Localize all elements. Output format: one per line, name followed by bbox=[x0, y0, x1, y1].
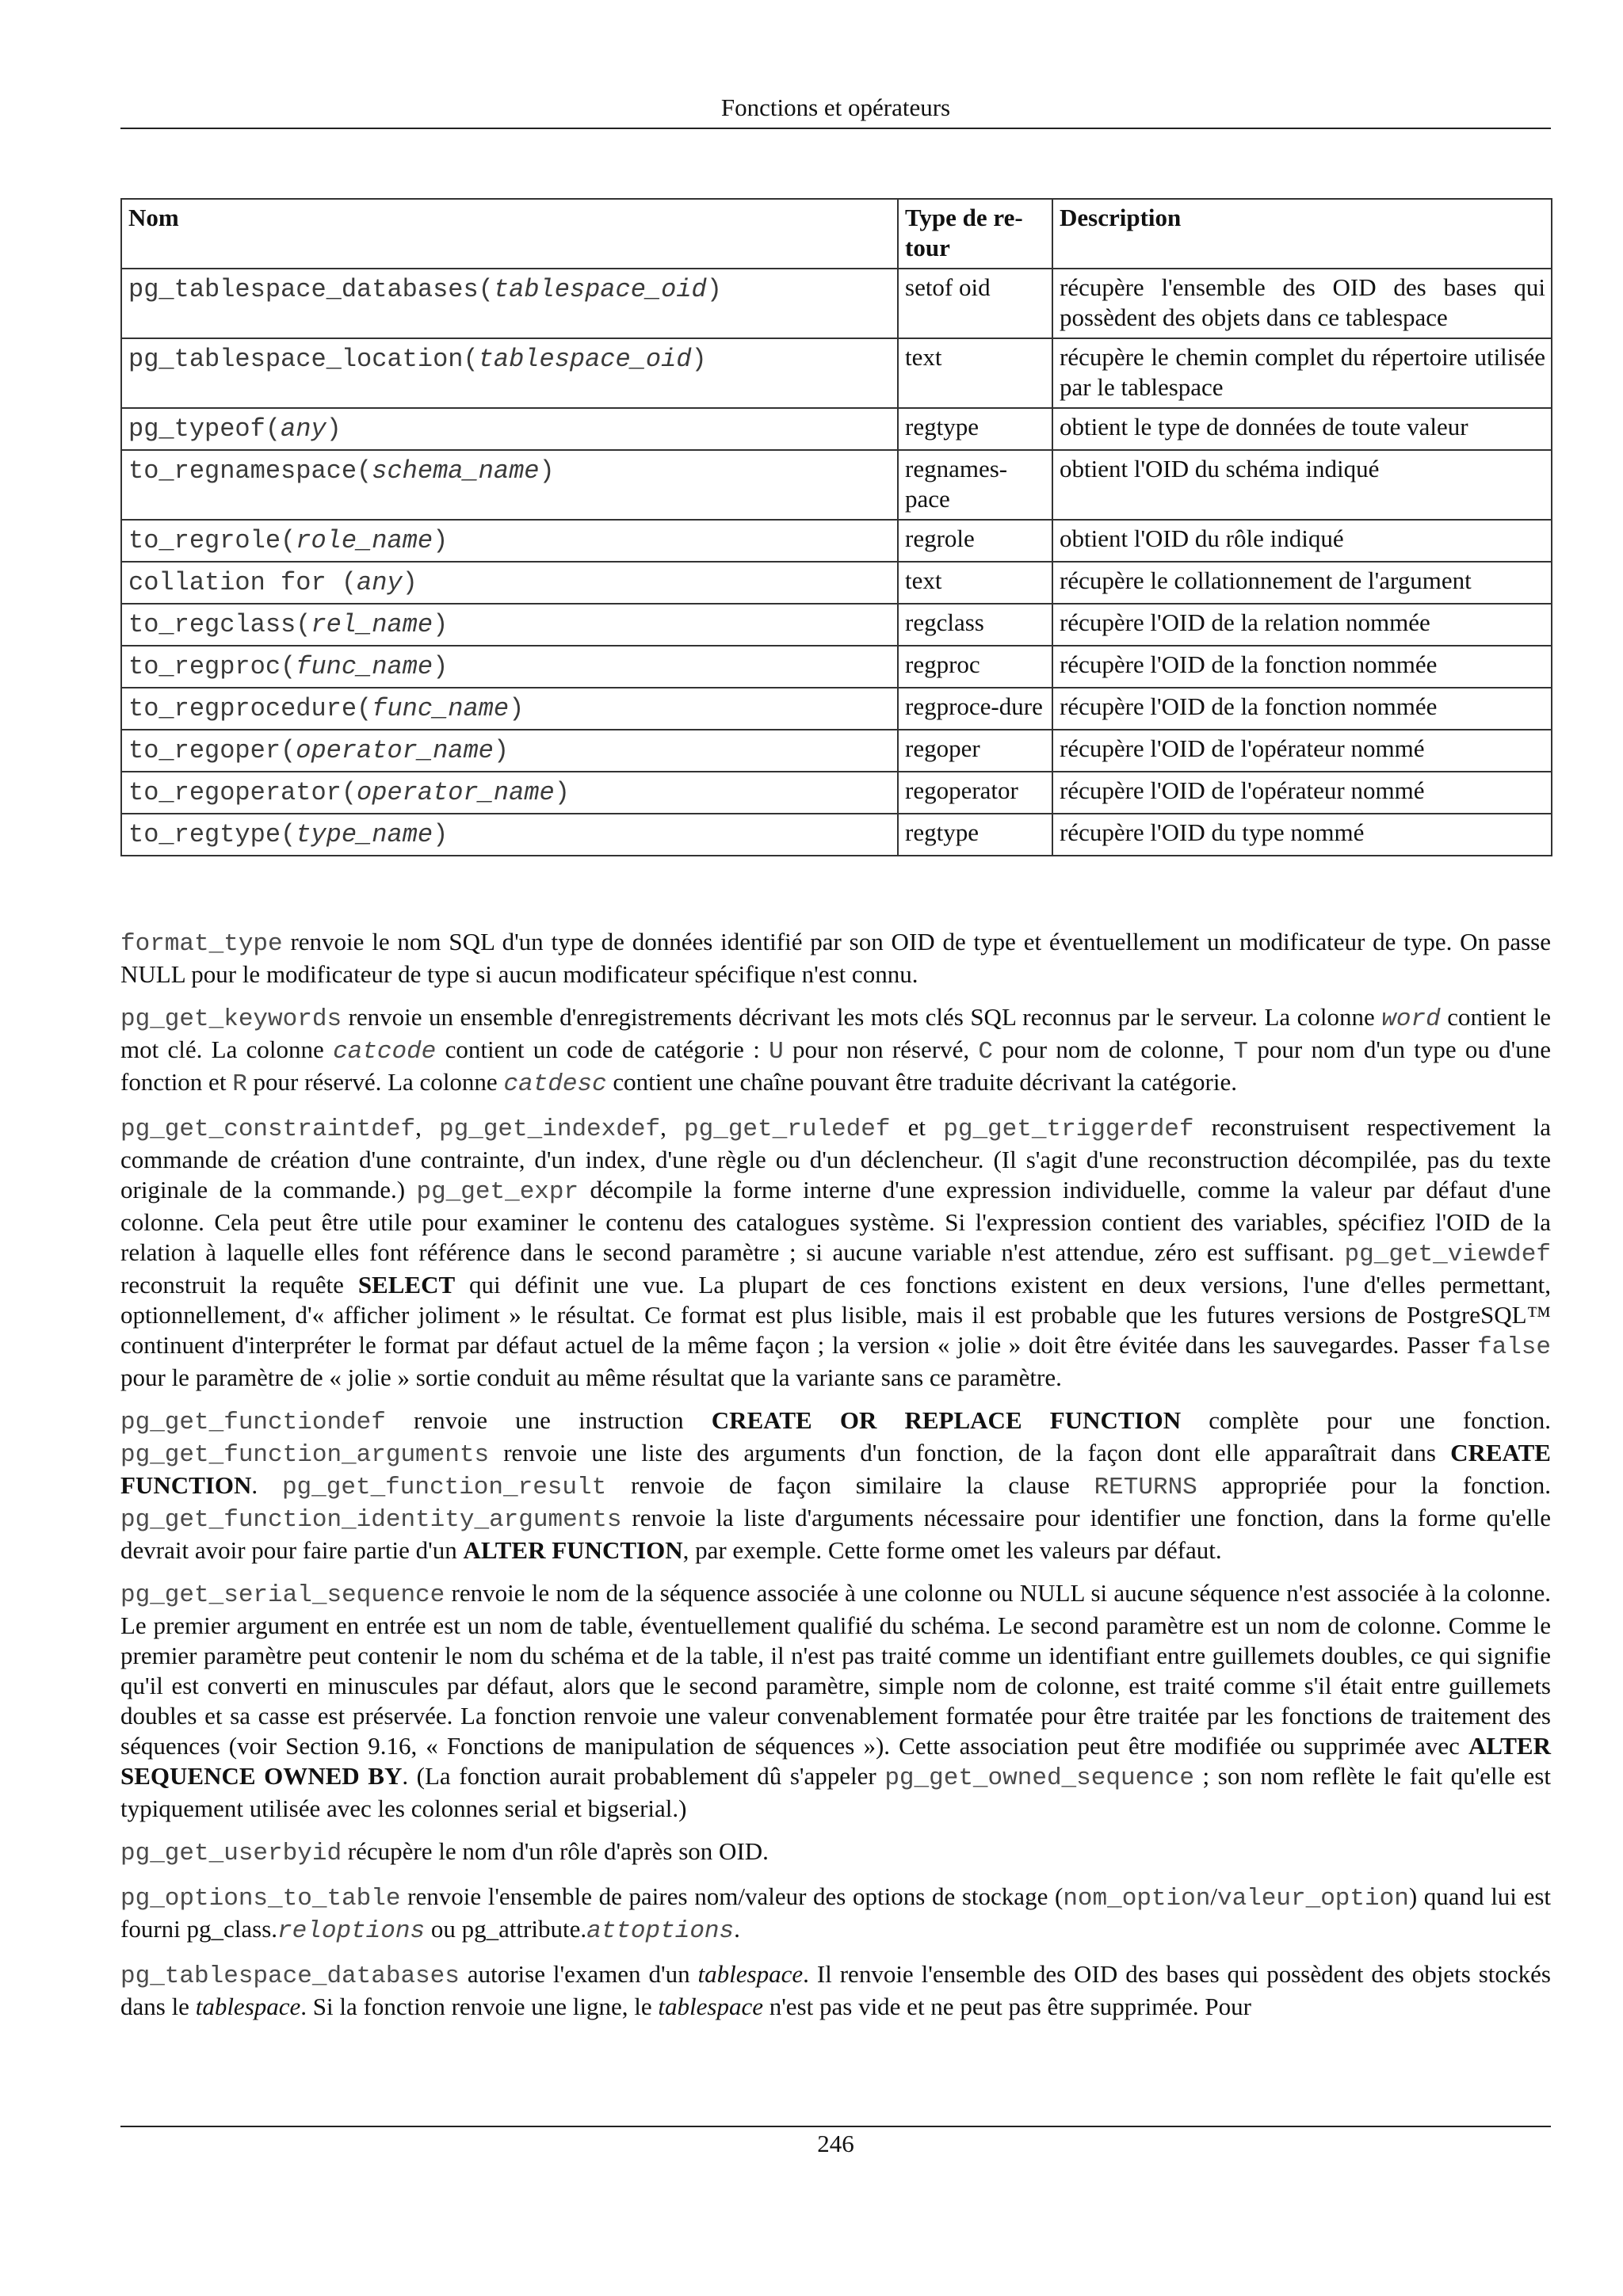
table-row bbox=[121, 730, 1552, 772]
text-span: . (La fonction aurait probablement dû s'appeler bbox=[402, 1762, 885, 1790]
code-span: pg_get_keywords bbox=[120, 1005, 342, 1033]
text-span: , par exemple. Cette forme omet les valeurs par défaut. bbox=[682, 1536, 1222, 1564]
function-close-paren: ) bbox=[691, 345, 707, 374]
function-close-paren: ) bbox=[402, 568, 418, 597]
code-span: nom_option bbox=[1063, 1885, 1211, 1913]
code-italic-span: word bbox=[1381, 1005, 1441, 1033]
return-type: text bbox=[898, 338, 1052, 408]
text-span: qui définit une vue. La plupart de ces fonctions existent en deux versions, l'une d'elles permettant, optionnellement, d'« afficher joliment » le résultat. Ce format est plus lisible, mais il est probable que les futures versions de PostgreSQL™ continuent d'interpréter le format par défaut actuel de la même façon ; la version « jolie » doit être évitée dans les sauvegardes. Passer bbox=[120, 1271, 1551, 1359]
text-span: ; son nom reflète le fait qu'elle est typiquement utilisée avec les colonnes serial et bigserial.) bbox=[120, 1762, 1551, 1822]
code-span: pg_get_owned_sequence bbox=[884, 1764, 1194, 1792]
function-name: to_regrole( bbox=[128, 526, 296, 555]
text-span: / bbox=[1210, 1882, 1217, 1910]
table-row bbox=[121, 688, 1552, 730]
function-name: pg_tablespace_location( bbox=[128, 345, 479, 374]
code-span: pg_get_constraintdef bbox=[120, 1116, 416, 1143]
code-span: pg_get_indexdef bbox=[439, 1116, 661, 1143]
italic-span: tablespace bbox=[697, 1960, 804, 1988]
code-span: pg_get_function_arguments bbox=[120, 1441, 490, 1469]
return-type: regproce-dure bbox=[898, 688, 1052, 730]
function-name: to_regclass( bbox=[128, 610, 311, 639]
return-type: regnames-pace bbox=[898, 450, 1052, 520]
code-span: T bbox=[1233, 1038, 1249, 1066]
function-close-paren: ) bbox=[433, 820, 449, 849]
function-signature bbox=[121, 646, 898, 688]
function-signature bbox=[121, 338, 898, 408]
column-header-type: Type de re-tour bbox=[898, 199, 1052, 269]
paragraph bbox=[120, 1836, 1551, 1869]
page-number: 246 bbox=[817, 2130, 854, 2157]
code-span: pg_get_viewdef bbox=[1344, 1241, 1551, 1268]
return-type: regoper bbox=[898, 730, 1052, 772]
text-span: renvoie le nom SQL d'un type de données identifié par son OID de type et éventuellement un modificateur de type. On passe NULL pour le modificateur de type si aucun modificateur spécifique n'est connu. bbox=[120, 928, 1551, 988]
text-span: et bbox=[890, 1113, 944, 1141]
text-span: renvoie la liste d'arguments nécessaire pour identifier une fonction, dans la forme qu'elle devrait avoir pour faire partie d'un bbox=[120, 1504, 1551, 1564]
function-close-paren: ) bbox=[433, 652, 449, 681]
function-close-paren: ) bbox=[433, 526, 449, 555]
function-name: to_regprocedure( bbox=[128, 694, 372, 723]
function-name: collation for ( bbox=[128, 568, 357, 597]
function-signature bbox=[121, 814, 898, 856]
function-argument: role_name bbox=[296, 526, 433, 555]
bold-span: ALTER SEQUENCE OWNED BY bbox=[120, 1732, 1551, 1790]
table-row bbox=[121, 520, 1552, 562]
description: récupère l'OID de la relation nommée bbox=[1052, 604, 1552, 646]
text-span: récupère le nom d'un rôle d'après son OID. bbox=[342, 1837, 769, 1865]
function-argument: any bbox=[281, 414, 327, 444]
table-row bbox=[121, 408, 1552, 450]
function-argument: tablespace_oid bbox=[493, 275, 707, 304]
text-span: pour réservé. La colonne bbox=[246, 1068, 504, 1096]
function-close-paren: ) bbox=[706, 275, 722, 304]
code-span: C bbox=[978, 1038, 993, 1066]
function-argument: type_name bbox=[296, 820, 433, 849]
paragraph bbox=[120, 1882, 1551, 1947]
description: récupère l'ensemble des OID des bases qui possèdent des objets dans ce tablespace bbox=[1052, 269, 1552, 338]
paragraph bbox=[120, 1405, 1551, 1566]
function-signature bbox=[121, 604, 898, 646]
text-span: renvoie de façon similaire la clause bbox=[606, 1471, 1094, 1499]
text-span: autorise l'examen d'un bbox=[459, 1960, 698, 1988]
description: récupère l'OID du type nommé bbox=[1052, 814, 1552, 856]
text-span: , bbox=[660, 1113, 685, 1141]
return-type: regoperator bbox=[898, 772, 1052, 814]
paragraph bbox=[120, 927, 1551, 990]
code-span: pg_options_to_table bbox=[120, 1885, 401, 1913]
paragraph bbox=[120, 1959, 1551, 2022]
text-span: ou pg_attribute. bbox=[425, 1915, 587, 1943]
table-row bbox=[121, 338, 1552, 408]
code-span: format_type bbox=[120, 930, 283, 958]
function-argument: schema_name bbox=[372, 456, 540, 486]
description: obtient l'OID du schéma indiqué bbox=[1052, 450, 1552, 520]
description: récupère l'OID de la fonction nommée bbox=[1052, 688, 1552, 730]
code-span: pg_get_triggerdef bbox=[943, 1116, 1194, 1143]
text-span: n'est pas vide et ne peut pas être supprimée. Pour bbox=[762, 1993, 1251, 2020]
code-italic-span: reloptions bbox=[277, 1917, 426, 1945]
description: récupère le chemin complet du répertoire utilisée par le tablespace bbox=[1052, 338, 1552, 408]
code-span: pg_get_userbyid bbox=[120, 1840, 342, 1867]
function-name: to_regoperator( bbox=[128, 778, 357, 807]
table-row bbox=[121, 646, 1552, 688]
return-type: regtype bbox=[898, 814, 1052, 856]
code-span: pg_get_expr bbox=[416, 1178, 579, 1206]
table-row bbox=[121, 269, 1552, 338]
table-row bbox=[121, 772, 1552, 814]
text-span: pour nom d'un type ou d'une fonction et bbox=[120, 1035, 1552, 1096]
text-span: pour non réservé, bbox=[783, 1035, 979, 1063]
text-span: renvoie l'ensemble de paires nom/valeur des options de stockage ( bbox=[400, 1882, 1064, 1910]
text-span: . Il renvoie l'ensemble des OID des bases qui possèdent des objets stockés dans le bbox=[120, 1960, 1551, 2020]
running-header: Fonctions et opérateurs bbox=[720, 93, 951, 121]
function-signature bbox=[121, 408, 898, 450]
text-span: renvoie un ensemble d'enregistrements décrivant les mots clés SQL reconnus par le serveur. La colonne bbox=[342, 1003, 1382, 1031]
function-signature bbox=[121, 269, 898, 338]
description: récupère le collationnement de l'argument bbox=[1052, 562, 1552, 604]
table-row bbox=[121, 814, 1552, 856]
code-span: pg_get_serial_sequence bbox=[120, 1581, 445, 1609]
function-name: to_regnamespace( bbox=[128, 456, 372, 486]
function-close-paren: ) bbox=[493, 736, 510, 765]
code-span: R bbox=[232, 1070, 247, 1098]
header-rule bbox=[120, 128, 1551, 129]
function-close-paren: ) bbox=[433, 610, 449, 639]
code-italic-span: attoptions bbox=[586, 1917, 735, 1945]
return-type: regproc bbox=[898, 646, 1052, 688]
function-argument: operator_name bbox=[357, 778, 555, 807]
function-close-paren: ) bbox=[554, 778, 570, 807]
function-argument: any bbox=[357, 568, 403, 597]
code-italic-span: catcode bbox=[333, 1038, 437, 1066]
description: récupère l'OID de la fonction nommée bbox=[1052, 646, 1552, 688]
code-span: false bbox=[1476, 1333, 1551, 1361]
text-span: . Si la fonction renvoie une ligne, le bbox=[300, 1993, 659, 2020]
text-span: renvoie une liste des arguments d'un fonction, de la façon dont elle apparaîtrait dans bbox=[489, 1439, 1451, 1466]
return-type: regclass bbox=[898, 604, 1052, 646]
function-argument: tablespace_oid bbox=[478, 345, 692, 374]
table-row bbox=[121, 562, 1552, 604]
description: récupère l'OID de l'opérateur nommé bbox=[1052, 772, 1552, 814]
italic-span: tablespace bbox=[195, 1993, 301, 2020]
function-close-paren: ) bbox=[539, 456, 555, 486]
code-span: RETURNS bbox=[1094, 1474, 1197, 1501]
return-type: text bbox=[898, 562, 1052, 604]
function-close-paren: ) bbox=[326, 414, 342, 444]
function-signature bbox=[121, 562, 898, 604]
code-span: pg_tablespace_databases bbox=[120, 1962, 460, 1990]
text-span: contient un code de catégorie : bbox=[436, 1035, 769, 1063]
text-span: décompile la forme interne d'une expression individuelle, comme la valeur par défaut d'une colonne. Cela peut être utile pour examiner le contenu des catalogues système. Si l'expression contient des variables, spécifiez l'OID de la relation à laquelle elles font référence dans le second paramètre ; si aucune variable n'est attendue, zéro est suffisant. bbox=[120, 1176, 1551, 1266]
paragraph bbox=[120, 1002, 1551, 1100]
function-argument: func_name bbox=[296, 652, 433, 681]
code-span: pg_get_function_identity_arguments bbox=[120, 1506, 622, 1534]
text-span: pour le paramètre de « jolie » sortie conduit au même résultat que la variante sans ce paramètre. bbox=[120, 1363, 1062, 1391]
text-span: reconstruisent respectivement la commande de création d'une contrainte, d'un index, d'une règle ou d'un déclencheur. (Il s'agit d'une reconstruction décompilée, pas du texte originale de la commande.) bbox=[120, 1113, 1552, 1203]
text-span: ) quand lui est fourni pg_class. bbox=[120, 1882, 1552, 1943]
function-argument: operator_name bbox=[296, 736, 494, 765]
text-span: , bbox=[415, 1113, 440, 1141]
column-header-nom: Nom bbox=[121, 199, 898, 269]
function-signature bbox=[121, 730, 898, 772]
code-span: pg_get_ruledef bbox=[684, 1116, 891, 1143]
text-span: appropriée pour la fonction. bbox=[1197, 1471, 1551, 1499]
paragraph bbox=[120, 1578, 1551, 1824]
text-span: reconstruit la requête bbox=[120, 1271, 358, 1299]
bold-span: ALTER FUNCTION bbox=[463, 1536, 683, 1564]
bold-span: SELECT bbox=[357, 1271, 456, 1299]
description: obtient l'OID du rôle indiqué bbox=[1052, 520, 1552, 562]
function-signature bbox=[121, 520, 898, 562]
description: obtient le type de données de toute valeur bbox=[1052, 408, 1552, 450]
text-span: . bbox=[251, 1471, 282, 1499]
italic-span: tablespace bbox=[658, 1993, 763, 2020]
bold-span: CREATE FUNCTION bbox=[120, 1439, 1551, 1499]
footer-rule bbox=[120, 2126, 1551, 2127]
function-name: to_regoper( bbox=[128, 736, 296, 765]
paragraph bbox=[120, 1112, 1551, 1393]
text-span: contient le mot clé. La colonne bbox=[120, 1003, 1551, 1063]
function-name: pg_tablespace_databases( bbox=[128, 275, 494, 304]
function-name: to_regproc( bbox=[128, 652, 296, 681]
table-row bbox=[121, 604, 1552, 646]
table-row bbox=[121, 450, 1552, 520]
function-name: to_regtype( bbox=[128, 820, 296, 849]
text-span: renvoie une instruction bbox=[385, 1406, 712, 1434]
code-span: pg_get_function_result bbox=[281, 1474, 607, 1501]
text-span: renvoie le nom de la séquence associée à une colonne ou NULL si aucune séquence n'est associée à la colonne. Le premier argument en entrée est un nom de table, éventuellement qualifié du schéma. Le second paramètre est un nom de colonne. Comme le premier paramètre peut contenir le nom du schéma et de la table, il n'est pas traité comme un identifiant entre guillemets doubles, ce qui signifie qu'il est converti en minuscules par défaut, alors que le second paramètre, simple nom de colonne, est traité comme s'il était entre guillemets doubles et sa casse est préservée. La fonction renvoie une valeur convenablement formatée pour être traitée par les fonctions de traitement des séquences (voir Section 9.16, « Fonctions de manipulation de séquences »). Cette association peut être modifiée ou supprimée avec bbox=[120, 1579, 1551, 1760]
column-header-description: Description bbox=[1052, 199, 1552, 269]
bold-span: CREATE OR REPLACE FUNCTION bbox=[711, 1406, 1182, 1434]
function-name: pg_typeof( bbox=[128, 414, 281, 444]
function-signature bbox=[121, 450, 898, 520]
table-header-row bbox=[121, 199, 1552, 269]
text-span: pour nom de colonne, bbox=[993, 1035, 1234, 1063]
text-span: contient une chaîne pouvant être traduite décrivant la catégorie. bbox=[606, 1068, 1237, 1096]
function-signature bbox=[121, 772, 898, 814]
functions-table bbox=[120, 198, 1552, 856]
return-type: regrole bbox=[898, 520, 1052, 562]
text-span: . bbox=[734, 1915, 740, 1943]
function-argument: func_name bbox=[372, 694, 510, 723]
text-span: complète pour une fonction. bbox=[1181, 1406, 1552, 1434]
return-type: regtype bbox=[898, 408, 1052, 450]
code-span: pg_get_functiondef bbox=[120, 1409, 386, 1436]
code-italic-span: catdesc bbox=[503, 1070, 607, 1098]
code-span: U bbox=[769, 1038, 784, 1066]
code-span: valeur_option bbox=[1216, 1885, 1409, 1913]
function-signature bbox=[121, 688, 898, 730]
function-argument: rel_name bbox=[311, 610, 433, 639]
body-text bbox=[120, 927, 1551, 2035]
function-close-paren: ) bbox=[509, 694, 525, 723]
description: récupère l'OID de l'opérateur nommé bbox=[1052, 730, 1552, 772]
return-type: setof oid bbox=[898, 269, 1052, 338]
